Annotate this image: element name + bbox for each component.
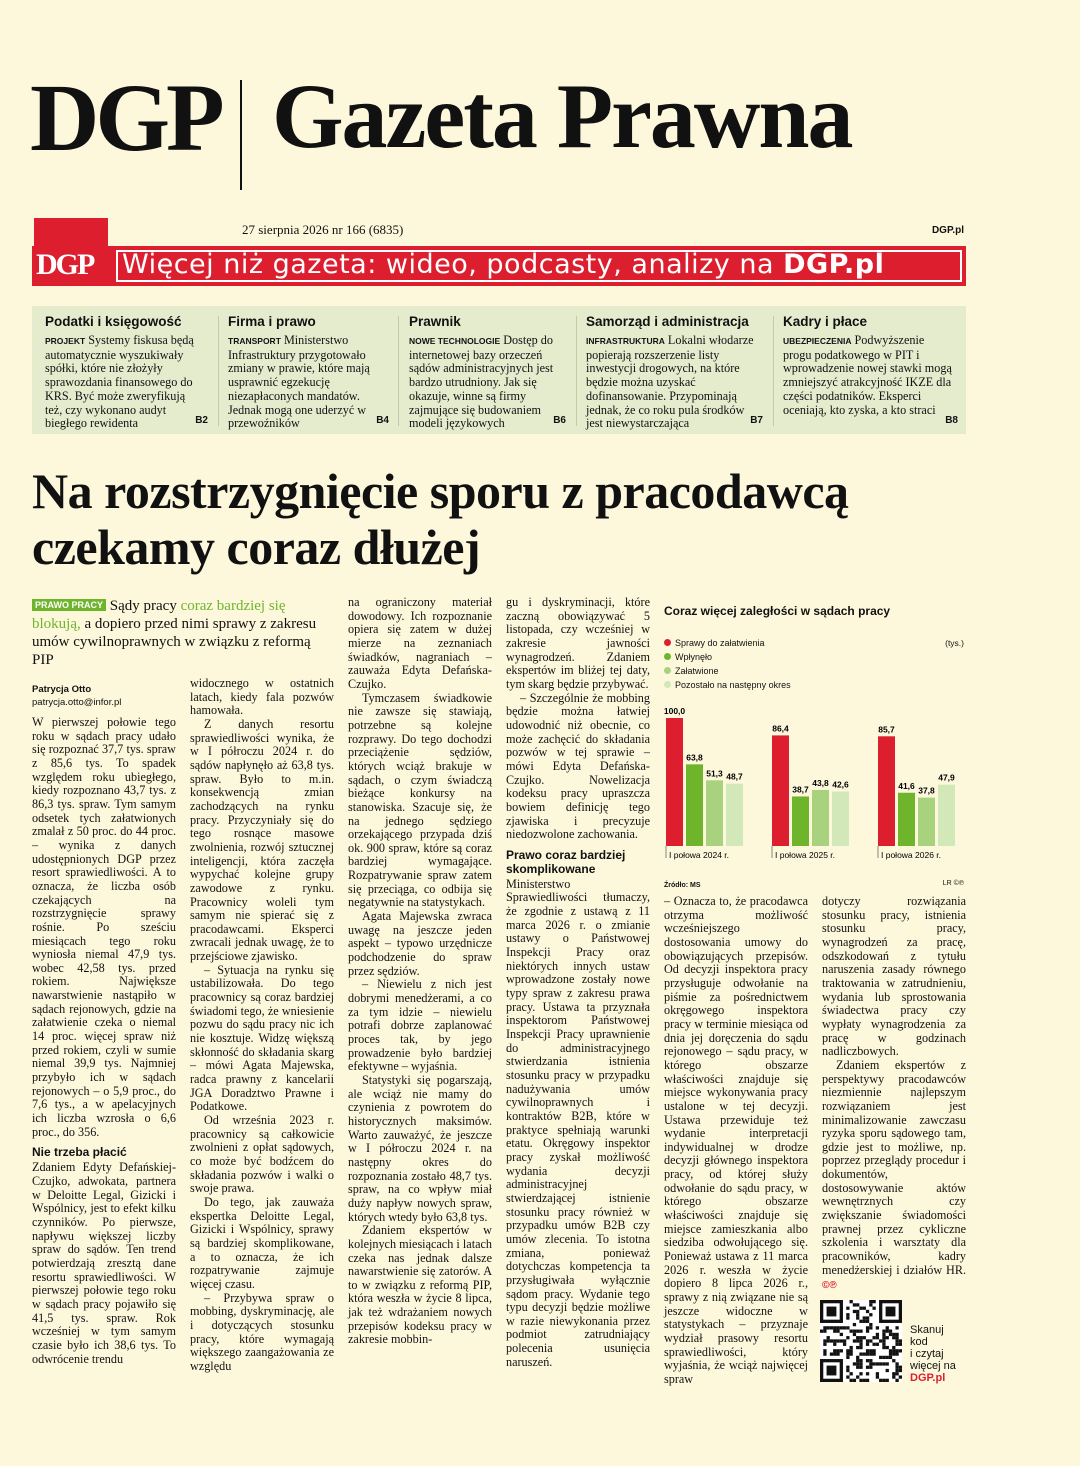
bar-2-2 xyxy=(792,796,809,846)
paragraph: gu i dyskryminacji, które zaczną obowiązywać 5 listopada, czy wcześniej w zakresie jawności wynagrodzeń. Zdaniem ekspertów im bliżej tej daty, tym skarg będzie przybywać. xyxy=(506,595,650,691)
bar-value-label: 43,8 xyxy=(812,777,829,788)
section-page: B4 xyxy=(376,415,389,426)
category-label: I połowa 2026 r. xyxy=(881,850,942,860)
article-column-6 xyxy=(822,894,966,1292)
paragraph: Zdaniem ekspertów z perspektywy pracodawców niezmiennie najlepszym rozwiązaniem jest minimalizowanie zawczasu ryzyka sporu sądowego tam, gdzie jest to możliwe, np. poprzez przeglądy procedur i dokumentów, dostosowywanie aktów wewnętrznych czy zwiększanie świadomości prawnej przez cykliczne szkolenia i warsztaty dla pracowników, kadry menedżerskiej i działów HR. ©℗ xyxy=(822,1057,966,1292)
subheading: Prawo coraz bardziej skomplikowane xyxy=(506,847,626,876)
banner-link[interactable]: DGP.pl xyxy=(783,249,885,280)
bar-value-label: 37,8 xyxy=(918,785,935,796)
bar-4-3 xyxy=(938,785,955,846)
section-teaser: INFRASTRUKTURA Lokalni włodarze popierają rozszerzenie listy inwestycji drogowych, na które będzie można uzyskać dofinansowanie. Przypominają jednak, że co roku pula środków jest niewystarczająca xyxy=(586,333,754,431)
bar-value-label: 42,6 xyxy=(832,779,849,790)
paragraph: Statystyki się pogarszają, ale wciąż nie mamy do czynienia z powrotem do historycznych maksimów. Warto zauważyć, że jeszcze w I półroczu 2024 r. na następny okres do rozpoznania zostało 48,7 tys. spraw, na co wpływ miał duży napływ nowych spraw, których wtedy było 63,8 tys. xyxy=(348,1072,492,1224)
section-tag: NOWE TECHNOLOGIE xyxy=(409,336,501,346)
banner-text: Więcej niż gazeta: wideo, podcasty, analizy na DGP.pl xyxy=(122,249,885,280)
bar-4-2 xyxy=(832,791,849,846)
section-title: Prawnik xyxy=(409,314,461,329)
bar-3-2 xyxy=(812,790,829,846)
paragraph: Tymczasem świadkowie nie zawsze się stawiają, potrzebne są kolejne rozprawy. Do tego dochodzi przeciążenie sędziów, których wciąż brakuje w sądach, o czym świadczą bieżące konkursy na stanowiska. Szacuje się, że na jednego sędziego orzekającego przypada dziś ok. 900 spraw, które są coraz bardziej wymagające. Rozpatrywanie spraw zatem się przeciąga, co odbija się negatywnie na statystykach. xyxy=(348,690,492,910)
issue-info: 27 sierpnia 2026 nr 166 (6835) xyxy=(242,222,404,237)
qr-caption: Skanuj kod i czytaj więcej na xyxy=(910,1324,956,1372)
paragraph: – Przybywa spraw o mobbing, dyskryminację, ale i dotyczących stosunku pracy, które wymagają większego zaangażowania ze względu xyxy=(190,1290,334,1373)
lead-tag: PRAWO PRACY xyxy=(32,599,106,611)
paragraph: – Szczególnie że mobbing będzie można łatwiej udowodnić niż obecnie, co może zachęcić do składania pozwów w tej sprawie – mówi Edyta Defańska-Czujko. Nowelizacja kodeksu pracy upraszcza bowiem definicję tego zjawiska i precyzuje niedozwolone zachowania. xyxy=(506,690,650,842)
category-label: I połowa 2024 r. xyxy=(669,850,730,860)
chart-source: Źródło: MS xyxy=(664,882,701,889)
paragraph: – Niewielu z nich jest dobrymi menedżerami, a co za tym idzie – niewielu potrafi dobrze zaplanować proces tak, by jego prowadzenie było bardziej efektywne – wyjaśnia. xyxy=(348,977,492,1074)
paragraph: Ministerstwo Sprawiedliwości tłumaczy, że zgodnie z ustawą z 11 marca 2026 r. o zmianie ustawy o Państwowej Inspekcji Pracy oraz niektórych innych ustaw wprowadzone zostały nowe typy spraw z zakresu prawa pracy. Ustawa ta przyznała inspektorom Państwowej Inspekcji Pracy uprawnienie do administracyjnego stwierdzania istnienia stosunku pracy w przypadku nadużywania umów cywilnoprawnych i kontraktów B2B, które w praktyce spełniają warunki etatu. Okręgowy inspektor pracy zyskał możliwość wydania decyzji administracyjnej stwierdzającej istnienie stosunku pracy również w przypadku umów B2B czy umów zlecenia. To istotna zmiana, ponieważ dotychczas kompetencja ta przysługiwała wyłącznie sądom pracy. Wydanie tego typu decyzji będzie możliwe w razie niewykonania przez podmiot zatrudniający polecenia usunięcia naruszeń. xyxy=(506,876,650,1369)
bar-2-1 xyxy=(686,764,703,846)
chart xyxy=(662,596,968,892)
bar-value-label: 51,3 xyxy=(706,768,723,779)
sections-box xyxy=(32,306,966,434)
section-tag: INFRASTRUKTURA xyxy=(586,336,665,346)
section-title: Kadry i płace xyxy=(783,314,868,329)
legend-item: Sprawy do załatwienia xyxy=(664,638,765,648)
section-samorzad[interactable] xyxy=(573,306,771,434)
qr-site-link[interactable]: DGP.pl xyxy=(910,1372,946,1384)
promo-banner[interactable] xyxy=(32,246,966,286)
article-lead: PRAWO PRACY Sądy pracy coraz bardziej się blokują, a dopiero przed nimi sprawy z zakresu umów cywilnoprawnych w związku z reformą PIP xyxy=(32,598,317,668)
section-teaser: TRANSPORT Ministerstwo Infrastruktury przygotowało zmiany w prawie, które mają usprawnić egzekucję niezapłaconych mandatów. Jednak mogą one uderzyć w przewoźników xyxy=(228,333,370,431)
bar-1-2 xyxy=(772,735,789,846)
legend-dot xyxy=(664,639,671,646)
lead-highlight: coraz bardziej się blokują, xyxy=(32,598,286,632)
section-title: Firma i prawo xyxy=(228,314,316,329)
paragraph: na ograniczony materiał dowodowy. Ich rozpoznanie opiera się zatem w dużej mierze na zeznaniach świadków, nagraniach – zauważa Edyta Defańska-Czujko. xyxy=(348,595,492,691)
section-page: B2 xyxy=(195,415,208,426)
legend-dot xyxy=(664,667,671,674)
bar-value-label: 47,9 xyxy=(938,772,955,783)
article-headline: Na rozstrzygnięcie sporu z pracodawcą czekamy coraz dłużej xyxy=(32,463,849,575)
article-column-1 xyxy=(32,716,176,1392)
bar-3-3 xyxy=(918,798,935,846)
chart-title: Coraz więcej zaległości w sądach pracy xyxy=(664,604,891,618)
article-column-3 xyxy=(348,596,492,1392)
paragraph: – Oznacza to, że pracodawca otrzyma możliwość wcześniejszego dostosowania umowy do obowiązujących przepisów. Od decyzji inspektora pracy przysługuje odwołanie na piśmie za pośrednictwem okręgowego inspektora pracy w terminie miesiąca od dnia jej doręczenia do sądu rejonowego – sądu pracy, w którego obszarze właściwości znajduje się miejsce wykonywania pracy ustalone w tej decyzji. Ustawa przewiduje też wydanie interpretacji indywidualnej w drodze decyzji głównego inspektora pracy, od której służy odwołanie do sądu pracy, w którego obszarze właściwości znajduje się miejsce zamieszkania albo siedziba odwołującego się. Ponieważ ustawa z 11 marca 2026 r. weszła w życie dopiero 8 lipca 2026 r., sprawy z nią związane nie są jeszcze widoczne w statystykach – przyznaje wydział prasowy resortu sprawiedliwości, który wyjaśnia, że wciąż najwięcej spraw xyxy=(664,894,808,1386)
section-title: Samorząd i administracja xyxy=(586,314,749,329)
bar-value-label: 86,4 xyxy=(772,723,789,734)
masthead-separator xyxy=(240,80,242,190)
paragraph: Zdaniem ekspertów w kolejnych miesiącach i latach czeka nas jednak dalsze nawarstwienie się zatorów. A to w związku z reformą PIP, która weszła w życie 8 lipca, jak też wdrażaniem nowych przepisów kodeksu pracy w zakresie mobbin- xyxy=(348,1223,492,1347)
chart-unit: (tys.) xyxy=(945,638,964,648)
dgp-logo: DGP xyxy=(30,64,221,171)
article-column-5 xyxy=(664,895,808,1392)
bar-value-label: 100,0 xyxy=(663,706,686,716)
section-title: Podatki i księgowość xyxy=(45,314,182,329)
legend-item: Pozostało na następny okres xyxy=(664,680,791,690)
paragraph: – Sytuacja na rynku się ustabilizowała. Do tego pracownicy są coraz bardziej świadomi tego, że wniesienie pozwu do sądu pracy nic ich nie kosztuje. Widzę większą skłonność do składania skarg – mówi Agata Majewska, radca prawny z kancelarii JGA Doradztwo Prawne i Podatkowe. xyxy=(190,962,334,1114)
section-page: B7 xyxy=(750,415,763,426)
bar-value-label: 38,7 xyxy=(792,784,809,795)
author-name: Patrycja Otto xyxy=(32,684,92,695)
legend-item: Załatwione xyxy=(664,666,719,676)
bar-1-3 xyxy=(878,736,895,846)
bar-value-label: 41,6 xyxy=(898,780,915,791)
end-mark: ©℗ xyxy=(822,1280,837,1292)
legend-dot xyxy=(664,681,671,688)
section-tag: PROJEKT xyxy=(45,336,86,346)
bar-1-1 xyxy=(666,718,683,846)
section-tag: TRANSPORT xyxy=(228,336,281,346)
section-firma[interactable] xyxy=(215,306,397,434)
bar-value-label: 63,8 xyxy=(686,752,703,763)
chart-plot xyxy=(662,696,968,876)
section-page: B6 xyxy=(553,415,566,426)
bar-4-1 xyxy=(726,784,743,846)
paragraph: Z danych resortu sprawiedliwości wynika, że w I półroczu 2024 r. do sądów napłynęło aż 63,8 tys. spraw. Było to m.in. konsekwencją zmian zachodzących na rynku pracy. Przyczyniały się do tego rosnące masowe zwolnienia, rozwój sztucznej inteligencji, która zaczęła wypychać kolejne grupy zawodowe z rynku. Pracownicy woleli tym samym nie spierać się z pracodawcami. Eksperci zwracali jednak uwagę, że to przejściowe zjawisko. xyxy=(190,716,334,964)
article-column-2 xyxy=(190,677,334,1392)
qr-code[interactable] xyxy=(820,1300,902,1382)
legend-dot xyxy=(664,653,671,660)
subheading: Nie trzeba płacić xyxy=(32,1145,127,1160)
article-column-4 xyxy=(506,596,650,1392)
section-teaser: NOWE TECHNOLOGIE Dostęp do internetowej bazy orzeczeń sądów administracyjnych jest bardzo utrudniony. Jak się okazuje, winne są firmy zajmujące się budowaniem modeli językowych xyxy=(409,333,554,431)
chart-footer-mark: LR ©℗ xyxy=(942,880,964,887)
paragraph: dotyczy rozwiązania stosunku pracy, istnienia stosunku pracy, wynagrodzeń za pracę, odszkodowań z tytułu naruszenia zasady równego traktowania w zatrudnieniu, wydania lub sprostowania świadectwa pracy czy wypłaty wynagrodzenia za pracę w godzinach nadliczbowych. xyxy=(822,894,966,1059)
legend-item: Wpłynęło xyxy=(664,652,712,662)
bar-3-1 xyxy=(706,780,723,846)
section-teaser: PROJEKT Systemy fiskusa będą automatycznie wyszukiwały spółki, które nie złożyły sprawozdania finansowego do KRS. Być może zweryfikują też, czy wykonano audyt biegłego rewidenta xyxy=(45,333,194,431)
paragraph: W pierwszej połowie tego roku w sądach pracy udało się rozpoznać 37,7 tys. spraw z 85,6 tys. To spadek względem roku ubiegłego, kiedy rozpoznano 43,7 tys. z 86,3 tys. spraw. Tym samym odsetek tych załatwionych zmalał z 50 proc. do 44 proc. – wynika z danych udostępnionych DGP przez resort sprawiedliwości. A to oznacza, że liczba osób czekających na rozstrzygnięcie sprawy rośnie. Po sześciu miesiącach tego roku wyniosła niemal 47,9 tys. wobec 42,58 tys. przed rokiem. Największe nawarstwienie nastąpiło w sądach rejonowych, gdzie na załatwienie czeka o niemal 14 proc. więcej spraw niż przed rokiem, czyli w sumie niemal 39,9 tys. Najmniej przybyło ich w sądach rejonowych – o 5,9 proc., do 7,6 tys., a w apelacyjnych ich liczba wzrosła o 6,6 proc., do 356. xyxy=(32,715,176,1139)
paragraph: widocznego w ostatnich latach, kiedy fala pozwów hamowała. xyxy=(190,676,334,718)
bar-2-3 xyxy=(898,793,915,846)
paragraph: Od września 2023 r. pracownicy są całkowicie zwolnieni z opłat sądowych, co może być bodźcem do składania pozwów i walki o swoje prawa. xyxy=(190,1113,334,1196)
category-label: I połowa 2025 r. xyxy=(775,850,836,860)
paragraph: Agata Majewska zwraca uwagę na jeszcze jeden aspekt – typowo urzędnicze podchodzenie do spraw przez sędziów. xyxy=(348,909,492,978)
section-kadry[interactable] xyxy=(770,306,966,434)
section-teaser: UBEZPIECZENIA Podwyższenie progu podatkowego w PIT i wprowadzenie nowej stawki mogą zmniejszyć atrakcyjność IKZE dla części podatników. Eksperci oceniają, kto zyska, a kto straci xyxy=(783,333,952,417)
paragraph: Zdaniem Edyty Defańskiej-Czujko, adwokata, partnera w Deloitte Legal, Gizicki i Wspólnicy, jest to efekt kilku czynników. Po pierwsze, napływu większej liczby spraw do sądów. Ten trend potwierdzają zresztą dane resortu sprawiedliwości. W pierwszej połowie tego roku w sądach pracy pojawiło się 41,5 tys. spraw. Rok wcześniej w tym samym czasie było ich 38,6 tys. To odwrócenie trendu xyxy=(32,1160,176,1366)
section-tag: UBEZPIECZENIA xyxy=(783,336,852,346)
banner-logo: DGP xyxy=(34,218,108,286)
bar-value-label: 48,7 xyxy=(726,771,743,782)
bar-value-label: 85,7 xyxy=(878,724,895,735)
section-podatki[interactable] xyxy=(32,306,216,434)
paragraph: Do tego, jak zauważa ekspertka Deloitte Legal, Gizicki i Wspólnicy, sprawy są bardziej skomplikowane, a to oznacza, że ich rozpatrywanie zajmuje więcej czasu. xyxy=(190,1194,334,1291)
masthead-title: Gazeta Prawna xyxy=(272,65,852,167)
site-link[interactable]: DGP.pl xyxy=(931,225,964,236)
section-prawnik[interactable] xyxy=(396,306,574,434)
section-page: B8 xyxy=(945,415,958,426)
author-email[interactable]: patrycja.otto@infor.pl xyxy=(32,697,122,708)
